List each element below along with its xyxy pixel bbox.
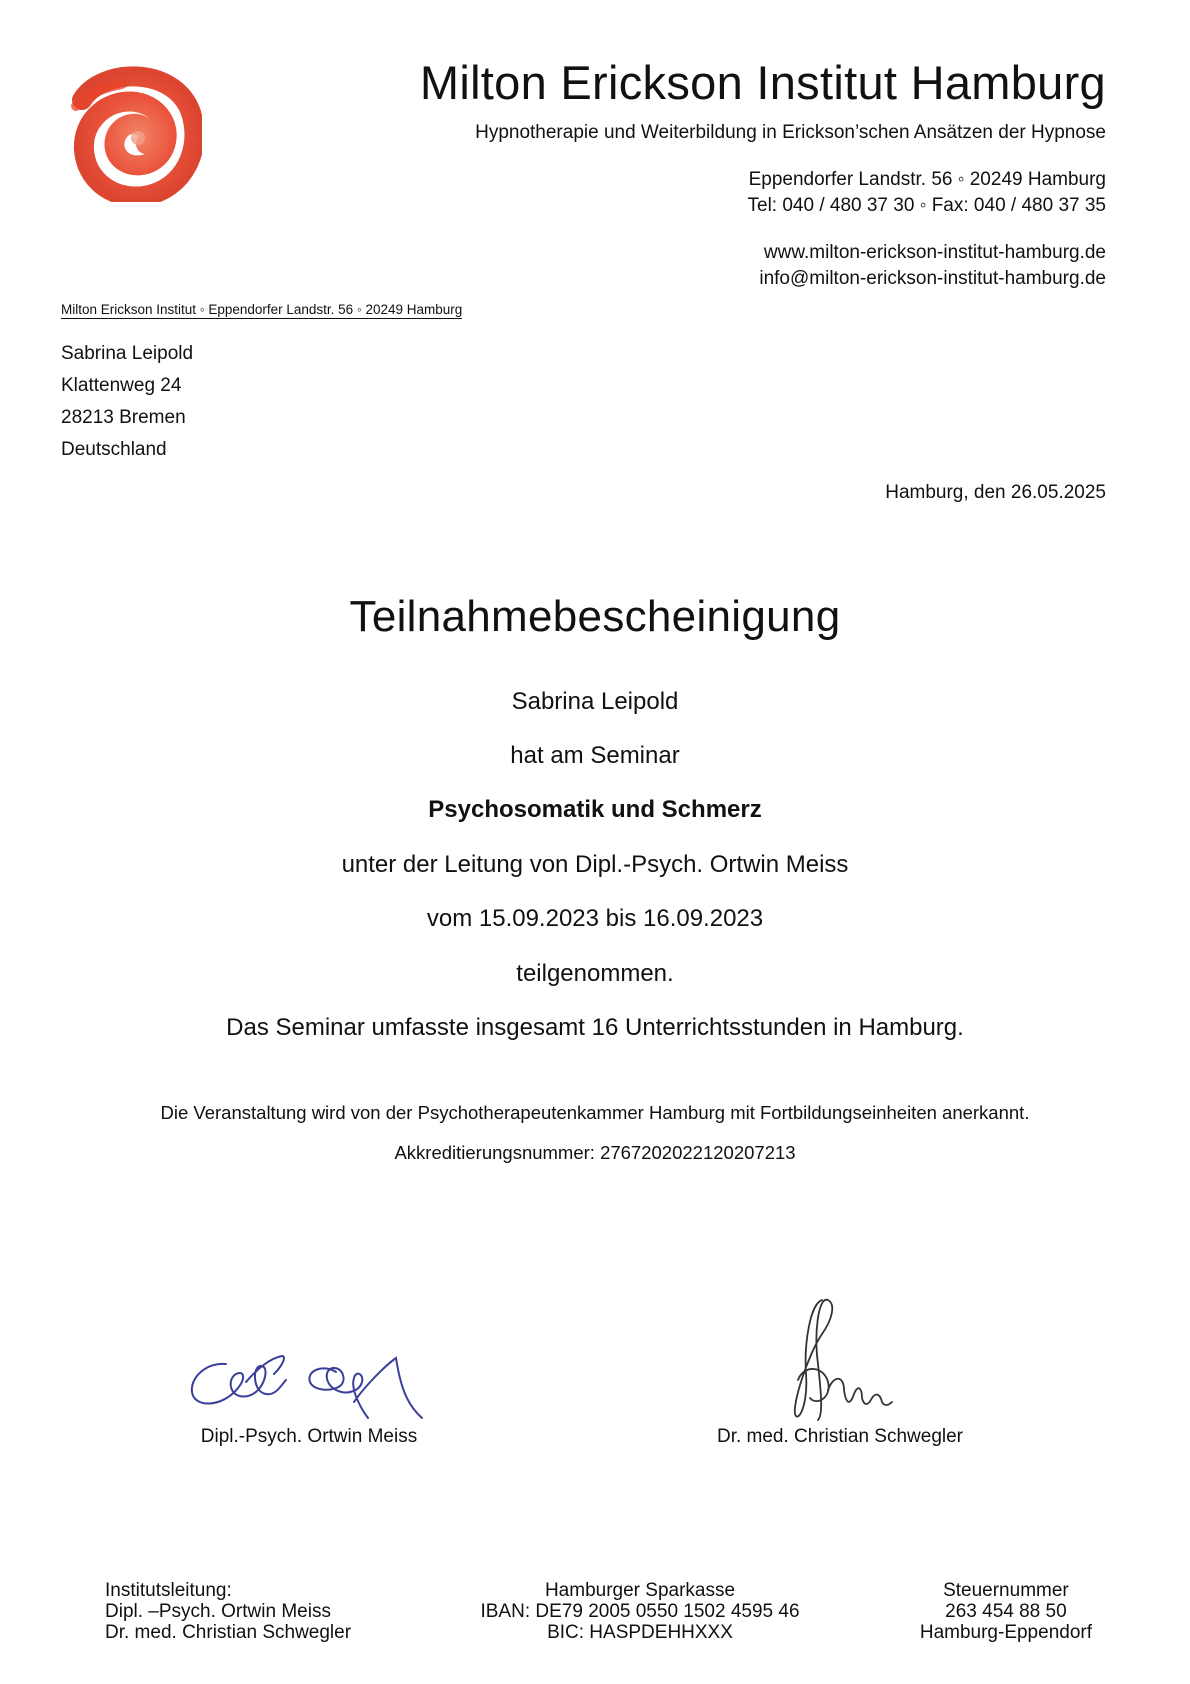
period-line: vom 15.09.2023 bis 16.09.2023	[426, 905, 764, 932]
accreditation-statement: Die Veranstaltung wird von der Psychotherapeutenkammer Hamburg mit Fortbildungseinheiten anerkannt.	[160, 1102, 1030, 1123]
seminar-title: Psychosomatik und Schmerz	[428, 796, 762, 823]
footer-tax-label: Steuernummer	[943, 1580, 1069, 1601]
contact-block-address	[748, 167, 1107, 219]
footer-bank	[440, 1580, 840, 1643]
recipient-city: 28213 Bremen	[61, 407, 186, 428]
footer-bic: BIC: HASPDEHHXXX	[547, 1622, 733, 1643]
footer-tax-number: 263 454 88 50	[945, 1601, 1067, 1622]
return-address: Milton Erickson Institut ◦ Eppendorfer Landstr. 56 ◦ 20249 Hamburg	[61, 302, 463, 317]
participant-name: Sabrina Leipold	[511, 688, 679, 715]
website-link[interactable]: www.milton-erickson-institut-hamburg.de	[763, 242, 1106, 263]
certificate-title: Teilnahmebescheinigung	[349, 592, 841, 641]
footer-leadership-label: Institutsleitung:	[105, 1580, 232, 1601]
footer-tax	[920, 1580, 1092, 1643]
email-link[interactable]: info@milton-erickson-institut-hamburg.de	[759, 268, 1106, 289]
attended-text: teilgenommen.	[516, 960, 674, 987]
recipient-street: Klattenweg 24	[61, 375, 182, 396]
institute-name: Milton Erickson Institut Hamburg	[419, 56, 1106, 109]
institute-subtitle: Hypnotherapie und Weiterbildung in Erickson’schen Ansätzen der Hypnose	[475, 122, 1106, 143]
accreditation-number: Akkreditierungsnummer: 2767202022120207213	[394, 1142, 796, 1163]
contact-block-web	[759, 240, 1106, 292]
footer-tax-office: Hamburg-Eppendorf	[919, 1622, 1092, 1643]
footer-leadership	[105, 1580, 351, 1643]
recipient-address	[61, 338, 193, 466]
leader-line: unter der Leitung von Dipl.-Psych. Ortwin Meiss	[341, 851, 849, 878]
date-line: Hamburg, den 26.05.2025	[885, 482, 1106, 503]
signature-left-name: Dipl.-Psych. Ortwin Meiss	[200, 1426, 418, 1447]
address-line: Eppendorfer Landstr. 56 ◦ 20249 Hamburg	[748, 169, 1106, 190]
footer-leadership-name-1: Dipl. –Psych. Ortwin Meiss	[105, 1601, 331, 1622]
hours-line: Das Seminar umfasste insgesamt 16 Unterrichtsstunden in Hamburg.	[226, 1014, 964, 1041]
signature-right-name: Dr. med. Christian Schwegler	[716, 1426, 964, 1447]
recipient-name: Sabrina Leipold	[61, 343, 194, 364]
footer-bank-name: Hamburger Sparkasse	[544, 1580, 736, 1601]
institute-logo-icon	[62, 62, 202, 202]
phone-line: Tel: 040 / 480 37 30 ◦ Fax: 040 / 480 37 35	[747, 195, 1106, 216]
signature-left-image	[186, 1344, 446, 1424]
recipient-country: Deutschland	[61, 439, 167, 460]
intro-text: hat am Seminar	[510, 742, 680, 769]
footer-iban: IBAN: DE79 2005 0550 1502 4595 46	[480, 1601, 800, 1622]
signature-right-image	[788, 1294, 908, 1424]
footer-leadership-name-2: Dr. med. Christian Schwegler	[105, 1622, 352, 1643]
